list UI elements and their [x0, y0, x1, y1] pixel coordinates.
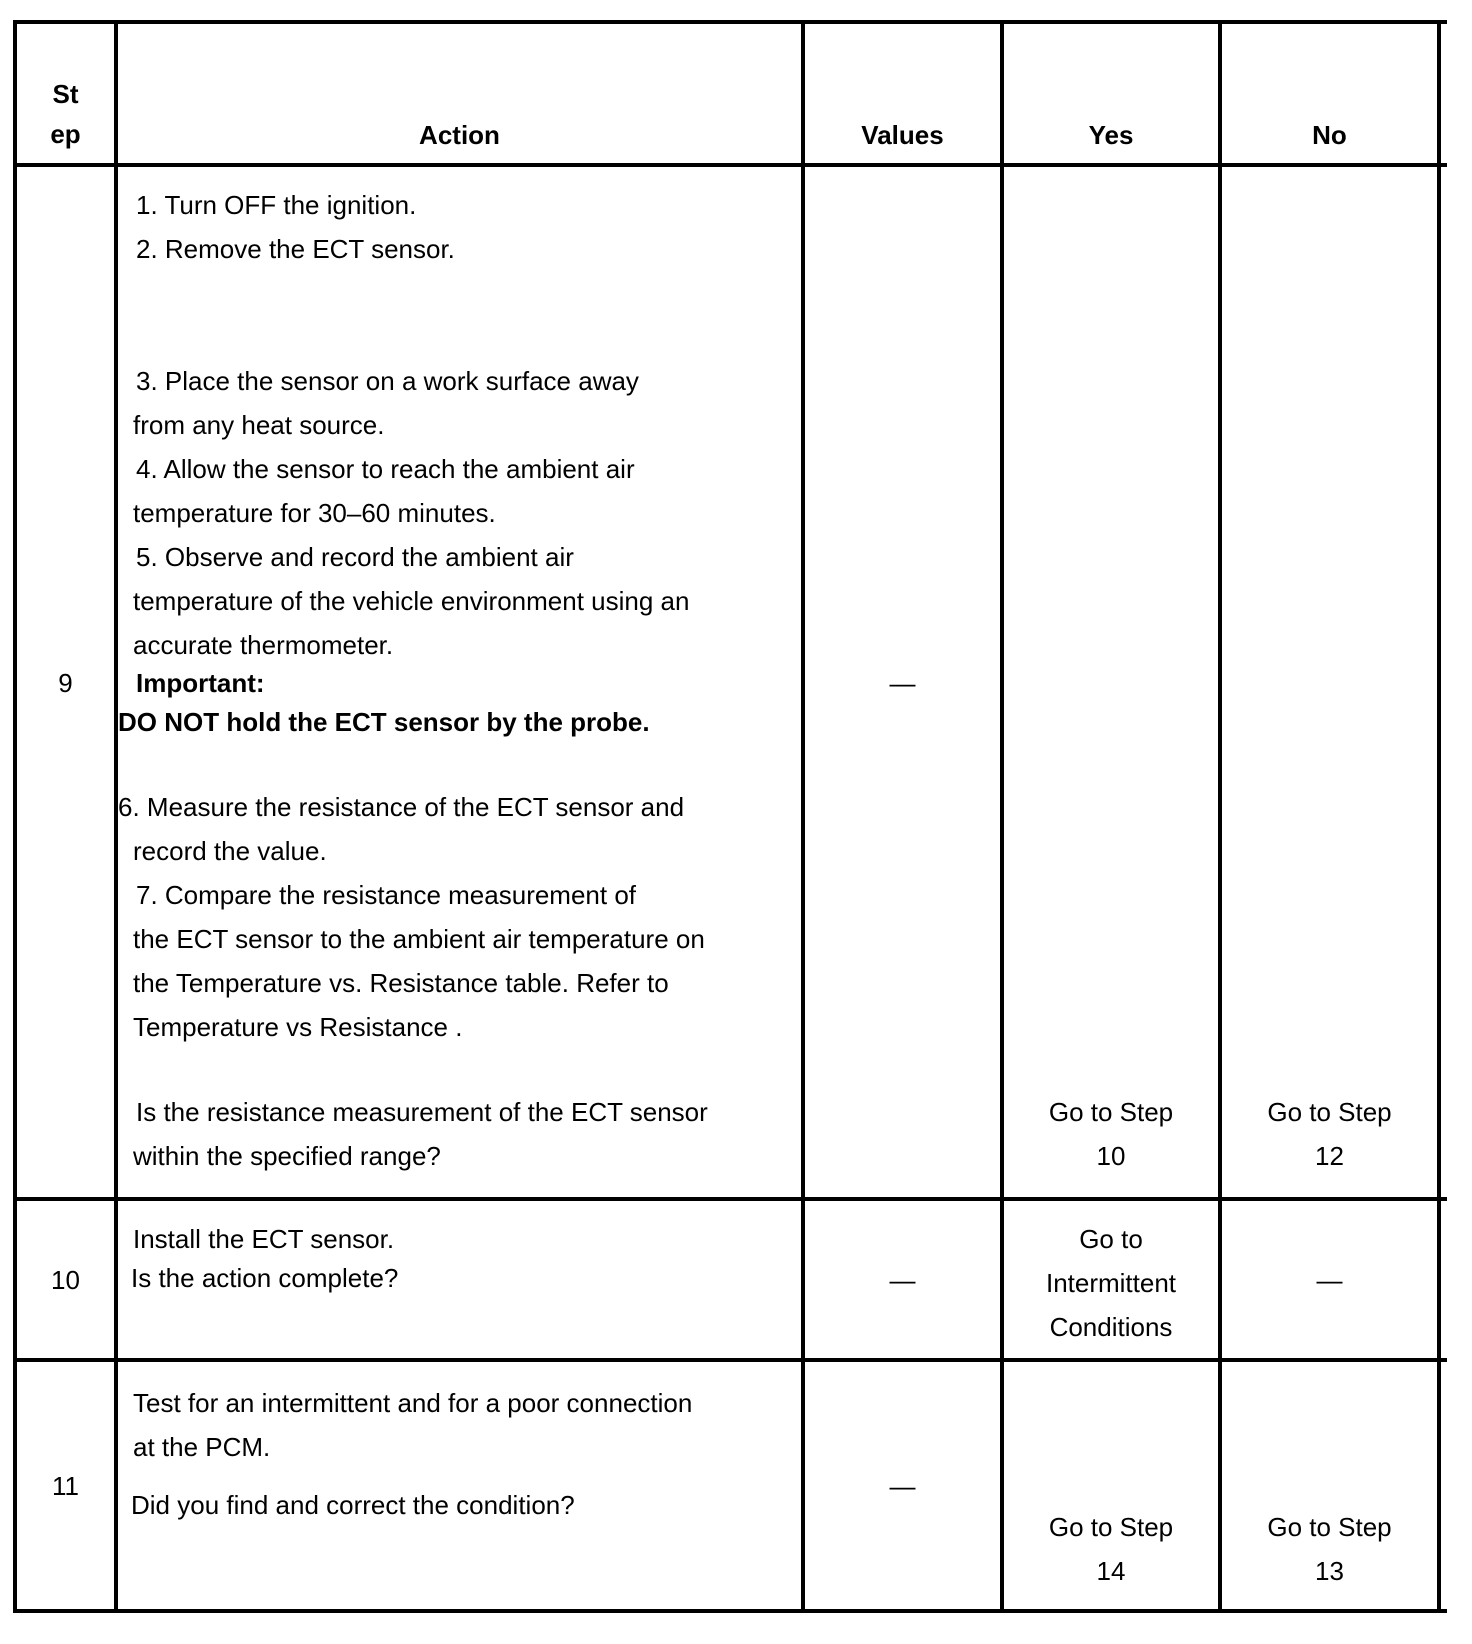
action-line: the ECT sensor to the ambient air temperature on — [133, 924, 705, 954]
warning-text: DO NOT hold the ECT sensor by the probe. — [118, 707, 650, 737]
header-yes: Yes — [1088, 120, 1134, 150]
question-line: Did you find and correct the condition? — [131, 1490, 575, 1520]
header-divider — [13, 163, 1447, 167]
header-no: No — [1312, 120, 1347, 150]
action-line: 4. Allow the sensor to reach the ambient air — [136, 454, 635, 484]
step-number: 10 — [51, 1265, 80, 1295]
no-line: Go to Step — [1267, 1512, 1392, 1542]
header-step — [17, 74, 114, 154]
row-divider — [13, 1358, 1447, 1362]
header-step-line2: ep — [50, 119, 81, 149]
step-number: 9 — [58, 668, 73, 698]
action-line: Install the ECT sensor. — [133, 1224, 395, 1254]
row-divider — [13, 1197, 1447, 1201]
question-line: Is the resistance measurement of the ECT sensor — [136, 1097, 708, 1127]
yes-line: Intermittent — [1045, 1268, 1177, 1298]
yes-line: 10 — [1096, 1141, 1126, 1171]
column-divider — [1000, 20, 1004, 1613]
no-cell — [1222, 1090, 1437, 1178]
yes-cell — [1004, 1217, 1218, 1349]
no-cell: — — [1316, 1265, 1343, 1295]
yes-line: 14 — [1096, 1556, 1126, 1586]
action-line: Temperature vs Resistance . — [133, 1012, 463, 1042]
question-line: within the specified range? — [133, 1141, 441, 1171]
step-number: 11 — [52, 1471, 79, 1501]
header-step-line1: St — [52, 79, 79, 109]
column-divider — [1218, 20, 1222, 1613]
no-cell — [1222, 1505, 1437, 1593]
action-line: 3. Place the sensor on a work surface away — [136, 366, 639, 396]
table-border-left — [13, 20, 17, 1613]
yes-line: Conditions — [1049, 1312, 1173, 1342]
yes-line: Go to Step — [1048, 1097, 1174, 1127]
action-line: accurate thermometer. — [133, 630, 394, 660]
action-line: Test for an intermittent and for a poor connection — [133, 1388, 693, 1418]
table-border-right — [1437, 20, 1441, 1613]
table-border-top — [13, 20, 1447, 24]
no-line: Go to Step — [1267, 1097, 1392, 1127]
important-label: Important: — [136, 668, 265, 698]
action-line: at the PCM. — [133, 1432, 271, 1462]
values-cell: — — [889, 1471, 916, 1501]
action-line: the Temperature vs. Resistance table. Refer to — [133, 968, 669, 998]
header-action: Action — [419, 120, 500, 150]
action-line: Is the action complete? — [131, 1263, 399, 1293]
action-line: 6. Measure the resistance of the ECT sensor and — [118, 792, 685, 822]
yes-line: Go to — [1079, 1224, 1143, 1254]
no-line: 12 — [1315, 1141, 1344, 1171]
action-line: temperature of the vehicle environment using an — [133, 586, 690, 616]
action-line: record the value. — [133, 836, 327, 866]
action-line: 2. Remove the ECT sensor. — [136, 234, 455, 264]
table-border-bottom — [13, 1609, 1447, 1613]
no-line: 13 — [1315, 1556, 1344, 1586]
action-line: 1. Turn OFF the ignition. — [136, 190, 417, 220]
yes-line: Go to Step — [1048, 1512, 1174, 1542]
yes-cell — [1004, 1090, 1218, 1178]
values-cell: — — [889, 1265, 916, 1295]
action-line: temperature for 30–60 minutes. — [133, 498, 496, 528]
header-values: Values — [861, 120, 944, 150]
action-line: 5. Observe and record the ambient air — [136, 542, 574, 572]
values-cell: — — [889, 668, 916, 698]
action-line: from any heat source. — [133, 410, 385, 440]
column-divider — [801, 20, 805, 1613]
action-line: 7. Compare the resistance measurement of — [136, 880, 637, 910]
yes-cell — [1004, 1505, 1218, 1593]
